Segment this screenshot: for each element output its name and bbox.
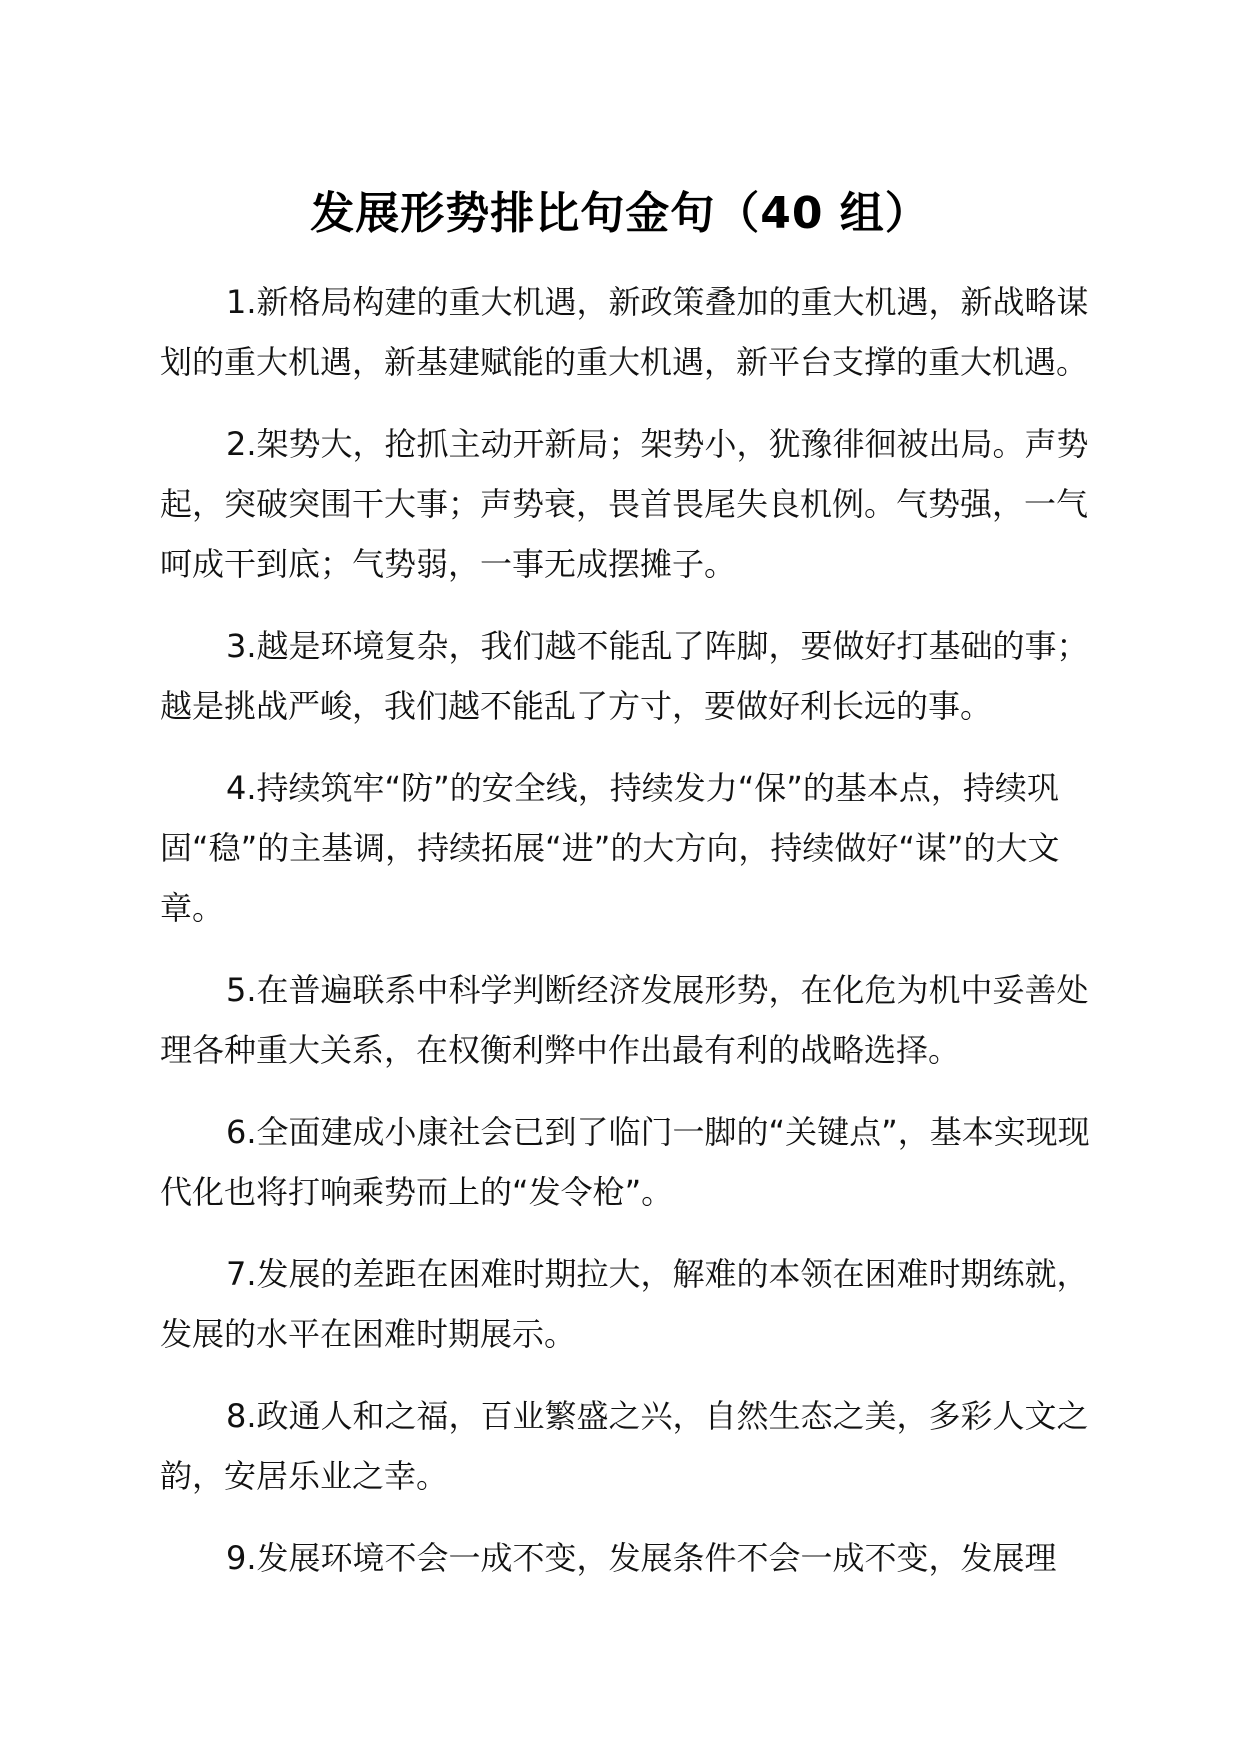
paragraph-5: 5.在普遍联系中科学判断经济发展形势，在化危为机中妥善处理各种重大关系，在权衡利弊中作出最有利的战略选择。 [160, 971, 1089, 1069]
paragraph-1: 1.新格局构建的重大机遇，新政策叠加的重大机遇，新战略谋划的重大机遇，新基建赋能的重大机遇，新平台支撑的重大机遇。 [160, 283, 1089, 381]
paragraph-8: 8.政通人和之福，百业繁盛之兴，自然生态之美，多彩人文之韵，安居乐业之幸。 [160, 1397, 1089, 1495]
paragraph-6: 6.全面建成小康社会已到了临门一脚的“关键点”，基本实现现代化也将打响乘势而上的“发令枪”。 [160, 1113, 1090, 1211]
paragraph-7: 7.发展的差距在困难时期拉大，解难的本领在困难时期练就，发展的水平在困难时期展示。 [160, 1255, 1089, 1353]
paragraph-4: 4.持续筑牢“防”的安全线，持续发力“保”的基本点，持续巩固“稳”的主基调，持续拓展“进”的大方向，持续做好“谋”的大文章。 [160, 769, 1060, 927]
paragraph-9: 9.发展环境不会一成不变，发展条件不会一成不变，发展理 [226, 1539, 1057, 1577]
paragraph-2: 2.架势大，抢抓主动开新局；架势小，犹豫徘徊被出局。声势起，突破突围干大事；声势衰，畏首畏尾失良机例。气势强，一气呵成干到底；气势弱，一事无成摆摊子。 [160, 425, 1089, 583]
document-body [160, 272, 1112, 1610]
document-title: 发展形势排比句金句（40 组） [310, 188, 930, 239]
paragraph-3: 3.越是环境复杂，我们越不能乱了阵脚，要做好打基础的事；越是挑战严峻，我们越不能乱了方寸，要做好利长远的事。 [160, 627, 1089, 725]
